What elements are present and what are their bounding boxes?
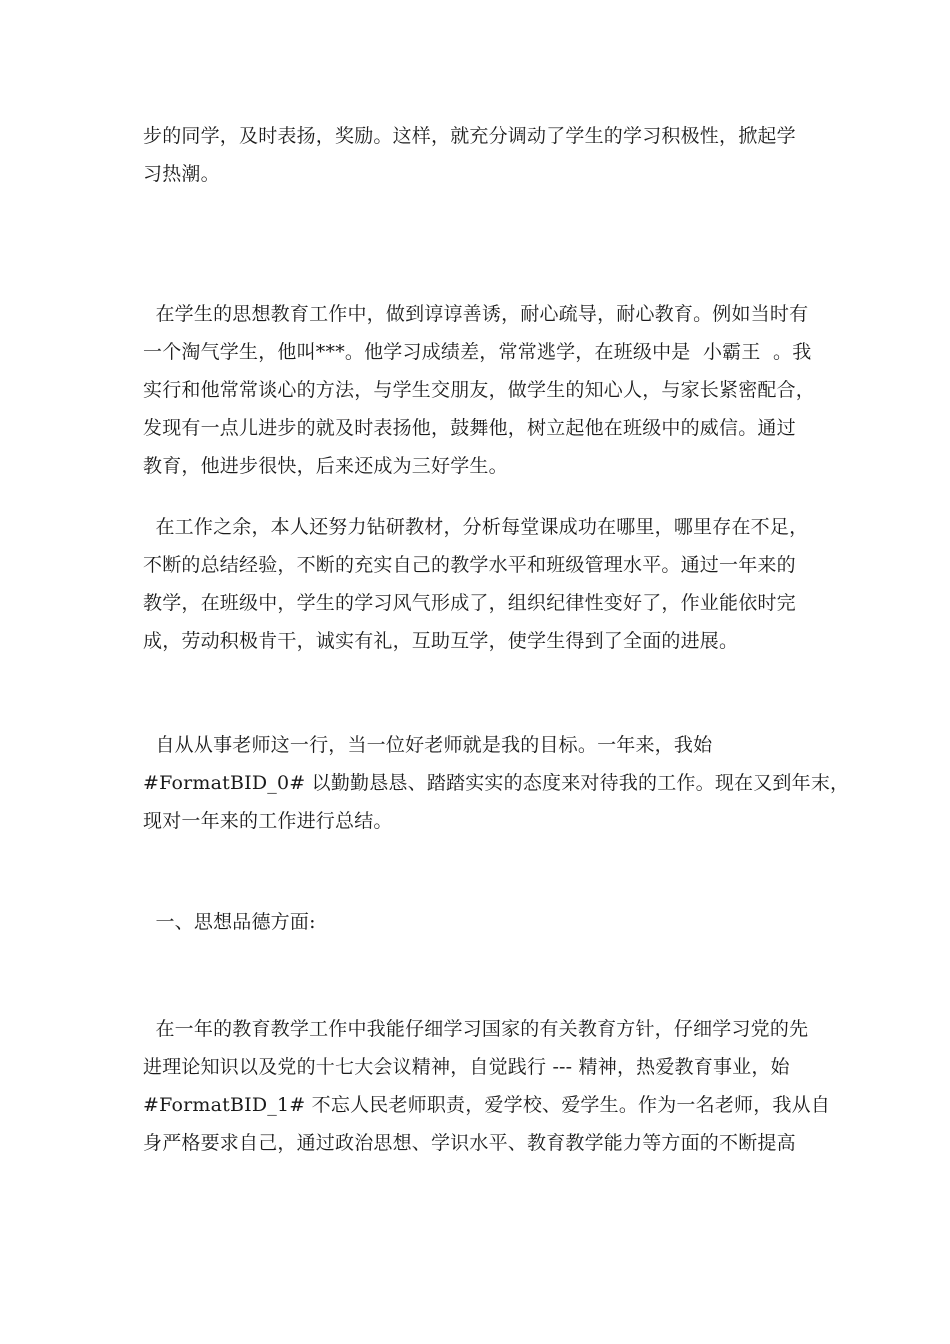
text-line: 实行和他常常谈心的方法，与学生交朋友，做学生的知心人，与家长紧密配合， bbox=[143, 379, 816, 401]
text-line: 进理论知识以及党的十七大会议精神，自觉践行 --- 精神，热爱教育事业，始 bbox=[143, 1056, 790, 1078]
text-line: 教育，他进步很快，后来还成为三好学生。 bbox=[143, 455, 508, 477]
paragraph-1 bbox=[143, 117, 803, 193]
section-heading bbox=[143, 903, 803, 941]
text-line: 在工作之余，本人还努力钻研教材，分析每堂课成功在哪里，哪里存在不足， bbox=[143, 516, 809, 538]
text-line: 不断的总结经验，不断的充实自己的教学水平和班级管理水平。通过一年来的 bbox=[143, 554, 796, 576]
text-line: 步的同学，及时表扬，奖励。这样，就充分调动了学生的学习积极性，掀起学 bbox=[143, 125, 796, 147]
paragraph-2 bbox=[143, 295, 816, 485]
text-line: 成，劳动积极肯干，诚实有礼，互助互学，使学生得到了全面的进展。 bbox=[143, 630, 739, 652]
text-line: 在一年的教育教学工作中我能仔细学习国家的有关教育方针，仔细学习党的先 bbox=[143, 1018, 809, 1040]
paragraph-4 bbox=[143, 726, 850, 840]
text-line: 在学生的思想教育工作中，做到谆谆善诱，耐心疏导，耐心教育。例如当时有 bbox=[143, 303, 809, 325]
text-line: #FormatBID_1# 不忘人民老师职责，爱学校、爱学生。作为一名老师，我从自 bbox=[143, 1094, 831, 1116]
text-line: 自从从事老师这一行，当一位好老师就是我的目标。一年来，我始 bbox=[143, 734, 713, 756]
heading-line: 一、思想品德方面: bbox=[143, 911, 316, 933]
text-line: 身严格要求自己，通过政治思想、学识水平、教育教学能力等方面的不断提高 bbox=[143, 1132, 796, 1154]
text-line: 现对一年来的工作进行总结。 bbox=[143, 810, 393, 832]
paragraph-5 bbox=[143, 1010, 831, 1162]
paragraph-3 bbox=[143, 508, 809, 660]
text-line: 习热潮。 bbox=[143, 163, 220, 185]
text-line: #FormatBID_0# 以勤勤恳恳、踏踏实实的态度来对待我的工作。现在又到年末， bbox=[143, 772, 850, 794]
text-line: 教学，在班级中，学生的学习风气形成了，组织纪律性变好了，作业能依时完 bbox=[143, 592, 796, 614]
text-line: 一个淘气学生，他叫***。他学习成绩差，常常逃学，在班级中是 小霸王 。我 bbox=[143, 341, 812, 363]
text-line: 发现有一点儿进步的就及时表扬他，鼓舞他，树立起他在班级中的威信。通过 bbox=[143, 417, 796, 439]
